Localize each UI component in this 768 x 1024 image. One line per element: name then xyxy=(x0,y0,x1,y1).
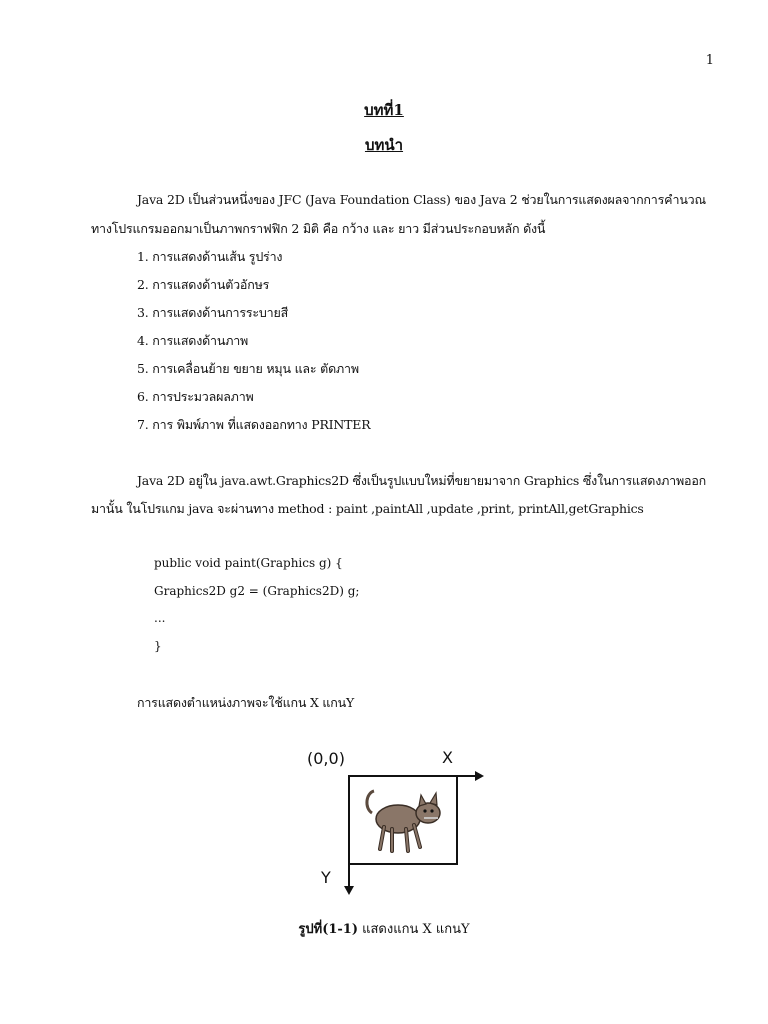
intro-line-1: Java 2D เป็นส่วนหนึ่งของ JFC (Java Foundation Class) ของ Java 2 ช่วยในการแสดงผลจากการคำนวณ xyxy=(137,192,706,207)
code-line: public void paint(Graphics g) { xyxy=(154,556,343,570)
list-item: 7. การ พิมพ์ภาพ ที่แสดงออกทาง PRINTER xyxy=(137,417,371,432)
caption-number: รูปที่(1-1) xyxy=(298,922,358,937)
page-number: 1 xyxy=(705,53,714,68)
list-item: 2. การแสดงด้านตัวอักษร xyxy=(137,277,270,292)
list-item: 4. การแสดงด้านภาพ xyxy=(137,333,249,348)
y-axis-arrow xyxy=(344,886,354,895)
x-axis-arrow xyxy=(475,771,484,781)
x-axis-label: X xyxy=(442,748,453,767)
list-item: 3. การแสดงด้านการระบายสี xyxy=(137,305,289,320)
code-line: } xyxy=(154,639,162,653)
caption-text: แสดงแกน X แกนY xyxy=(357,922,470,937)
chapter-title: บทนำ xyxy=(364,136,404,154)
cat-icon xyxy=(367,791,440,851)
code-line: ... xyxy=(154,611,166,625)
origin-label: (0,0) xyxy=(307,749,345,768)
figure-caption xyxy=(0,918,768,939)
axes-diagram xyxy=(300,745,500,900)
code-line: Graphics2D g2 = (Graphics2D) g; xyxy=(154,584,360,598)
list-item: 1. การแสดงด้านเส้น รูปร่าง xyxy=(137,249,283,264)
intro-line-2: ทางโปรแกรมออกมาเป็นภาพกราฟฟิก 2 มิติ คือ กว้าง และ ยาว มีส่วนประกอบหลัก ดังนี้ xyxy=(91,221,546,236)
paragraph-2-line-1: Java 2D อยู่ใน java.awt.Graphics2D ซึ่งเป็นรูปแบบใหม่ที่ขยายมาจาก Graphics ซึ่งในการแสดงภาพออก xyxy=(137,473,707,488)
chapter-number: บทที่1 xyxy=(364,101,404,119)
list-item: 6. การประมวลผลภาพ xyxy=(137,389,254,404)
list-item: 5. การเคลื่อนย้าย ขยาย หมุน และ ตัดภาพ xyxy=(137,361,359,376)
axis-sentence: การแสดงตำแหน่งภาพจะใช้แกน X แกนY xyxy=(137,695,355,710)
y-axis-label: Y xyxy=(321,868,331,887)
axis-figure xyxy=(300,745,500,900)
paragraph-2-line-2: มานั้น ในโปรแกม java จะผ่านทาง method : paint ,paintAll ,update ,print, printAll,getGraphics xyxy=(91,501,644,516)
